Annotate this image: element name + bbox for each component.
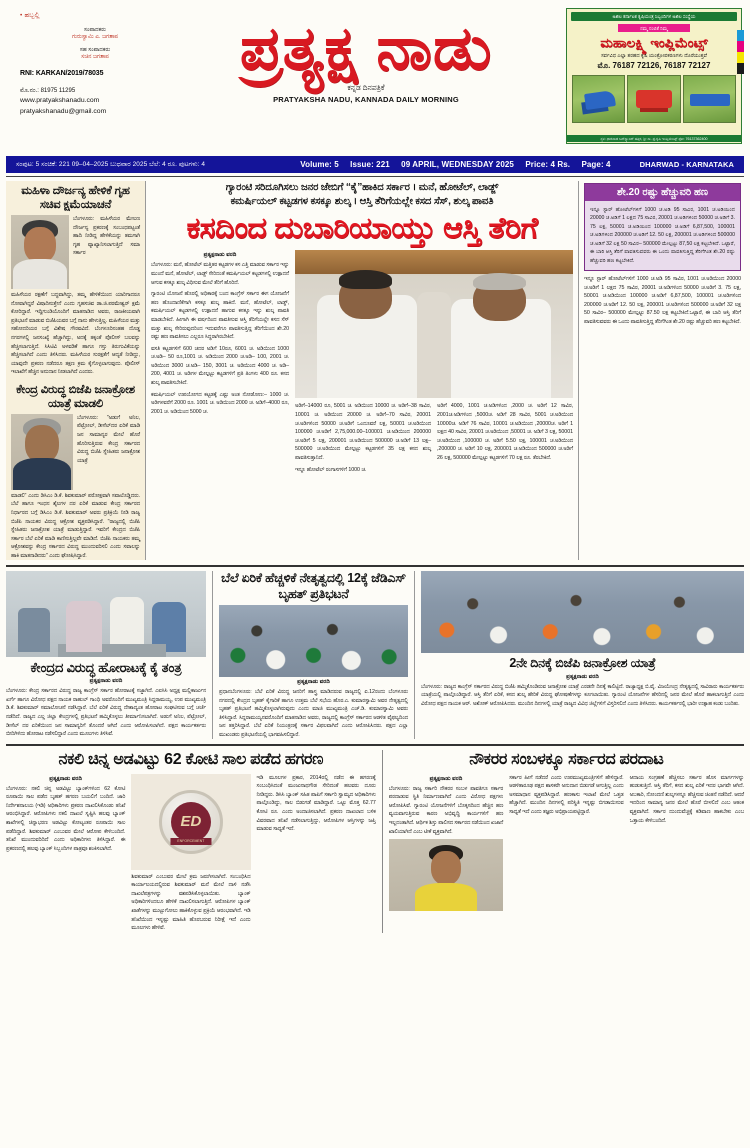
highlight-box-body: ಇನ್ನೂ ಸ್ಟಾರ್ ಹೋಟೆಲ್‌ಗಳಿಗೆ 1000 ಚ.ಅಡಿ 95 ಸಾವಿರ, 1001 ಚ.ಅಡಿಯಿಂದ 20000 ಚ.ಅಡಿಗೆ 1 ಲಕ್ಷದ 75 ಸಾವಿರ, 20001 ಚ.ಅಡಿಗಳಿಂದ 50000 ಚ.ಅಡಿಗೆ 3. 75 ಲಕ್ಷ, 50001 ಚ.ಅಡಿಯಿಂದ 100000 ಚ.ಅಡಿಗೆ 6,87,500, 100001 ಚ.ಅಡಿಗಳಿಂದ 200000 ಚ.ಅಡಿಗೆ 12. 50 ಲಕ್ಷ, 200001 ಚ.ಅಡಿಗಳಿಂದ 500000 ಚ.ಅಡಿಗೆ 32 ಲಕ್ಷ 50 ಸಾವಿರ– 500000 ಮೇಲ್ಪಟ್ಟು 87,50 ಲಕ್ಷ ಕಟ್ಟಬೇಕಿದೆ. ಒಟ್ಟಾರೆ, ಈ ಬಾರಿ ಆಸ್ತಿ ತೆರಿಗೆ ಪಾವತಿಸುವವರು ಈ ಒಂದು ಪಾವತಿಸುತ್ತಿದ್ದ ತೆರಿಗೆಗಿಂತ ಶೇ.20 ರಷ್ಟು ಹೆಚ್ಚುವರಿ ಹಣ ಕಟ್ಟಬೇಕಿದೆ. [585,201,740,270]
mid-story-2-body: ಪ್ರಧಾನಬೆಂಗಳೂರು: ಬೆಲೆ ಏರಿಕೆ ವಿರುದ್ಧ ಜನರಿಗೆ ಹಾಸ್ತ್ರ ಮಾಡಿದರುವ ರಾಜ್ಯದಲ್ಲಿ ಏ.12ರಂದು ಬೆಂಗಳೂರು ನಗರದಲ್ಲಿ ಕೇಂದ್ರದ ಬೃಹತ್ ಕೈಗಾರಿಕೆ ಹಾಗೂ ಉತ್ತಮ ಬೆಲೆ ಸಭೆಯ ಹೊರ.ಎ. ಕುಮಾರಸ್ವಾಮಿ ಅವರ ನೇತೃತ್ವದಲ್ಲಿ ಬೃಹತ್ ಪ್ರತಿಭಟನೆ ಹಮ್ಮಿಕೊಳ್ಳಲಾಗಿರುವುದು ಎಂದು ಮಾಜಿ ಮುಖ್ಯಮಂತ್ರಿ ಎಚ್.ಡಿ. ಕುಮಾರಸ್ವಾಮಿ ಅವರು ತಿಳಿಸಿದ್ದಾರೆ. ಸಿದ್ದರಾಮಯ್ಯನವರೊಂದಿಗೆ ಮಾತನಾಡಿದ ಅವರು, ರಾಜ್ಯದಲ್ಲಿ ಕಾಂಗ್ರೆಸ್ ಸರ್ಕಾರದ ಆಡಳಿತ ವೈಫಲ್ಯದಿಂದ ಜನ ತತ್ತರಿಸಿದ್ದಾರೆ. ಬೆಲೆ ಏರಿಕೆ ನಿಯಂತ್ರಣಕ್ಕೆ ಸರ್ಕಾರ ವಿಫಲವಾಗಿದೆ ಎಂದು ಆರೋಪಿಸಿದರು. ಪಕ್ಷದ ಎಲ್ಲಾ ಮುಖಂಡರು ಪ್ರತಿಭಟನೆಯಲ್ಲಿ ಭಾಗವಹಿಸಲಿದ್ದಾರೆ. [219,688,408,738]
left-story-2-body: ಮಾಡಲಿ" ಎಂದು ಡಿಸಿಎಂ ಡಿ.ಕೆ. ಶಿವಕುಮಾರ್ ಪರೋಕ್ಷವಾಗಿ ಸವಾಲೊಡ್ಡಿದರು. ಬೆಲೆ ಹಾಗೂ ಇಂಧನ ಶೈಲಗಳ ದರ ಏರಿಕೆ ಮಾಡುವ ಕೇಂದ್ರ ಸರ್ಕಾರದ ನಿರ್ಧಾರದ ಬಗ್ಗೆ ಡಿಸಿಎಂ ಡಿ.ಕೆ. ಶಿವಕುಮಾರ್ ಅವರು ಪ್ರತಿಕ್ರಿಯೆ ನೀಡಿ ರಾಜ್ಯ ಬಿಜೆಪಿ ನಾಯಕರ ವಿರುದ್ಧ ಆಕ್ರೋಶ ವ್ಯಕ್ತಪಡಿಸಿದ್ದಾರೆ. "ರಾಜ್ಯದಲ್ಲಿ ಬಿಜೆಪಿ ಸ್ನೇಹಿತರು ಜನಾಕ್ರೋಶ ಯಾತ್ರೆ ಮಾಡುತ್ತಿದ್ದಾರೆ. ಇವರಿಗೆ ಕೇಂದ್ರದ ಬಿಜೆಪಿ ಸರ್ಕಾರ ಬೆಲೆ ಏರಿಕೆ ಮಾಡಿ ಕಾಣಿಸುತ್ತಿಲ್ಲವೇ ಮಾಡಿದೆ. ಬಿಜೆಪಿ ನಾಯಕರು ತಮ್ಮ ಆಕ್ರೋಶವನ್ನು ಕೇಂದ್ರ ಸರ್ಕಾರದ ವಿರುದ್ಧ ಮುಂದುವರಿಸಲಿ ಎಂದು ಸವಾಲನ್ನು ಹಾಕಿ ಮಾತನಾಡಿದರು" ಎಂದು ಘೋಷಿಸಿದ್ದಾರೆ. [11,492,140,559]
price-label: Price: 4 Rs. [525,160,571,169]
datebar-kannada: ಸಂಪುಟ: 5 ಸಂಚಿಕೆ: 221 09–04–2025 ಬುಧವಾರ 2025 ಬೆಲೆ: 4 ರೂ. ಪುಟಗಳು: 4 [16,160,206,168]
left-story-2-lead: ಬೆಂಗಳೂರು: "ಅಡುಗೆ ಅನಿಲ, ಪೆಟ್ರೋಲ್, ಡೀಸೆಲ್‌ದರ ಏರಿಕೆ ಮಾಡಿ ಜನ ಸಾಮಾನ್ಯರ ಮೇಲೆ ಹೊರೆ ಹೊರಿಸುತ್ತಿರುವ ಕೇಂದ್ರ ಸರ್ಕಾರದ ವಿರುದ್ಧ ಬಿಜೆಪಿ ಸ್ನೇಹಿತರು ಜನಾಕ್ರೋಶ ಯಾತ್ರೆ [77,414,140,464]
highlight-box-title: ಶೇ.20 ರಷ್ಟು ಹೆಚ್ಚುವರಿ ಹಣ [585,184,740,201]
co-editor-name: ಸಚಿನ ಜಗತಾಪ [81,54,109,60]
page-content [6,181,744,560]
mid-story-1-body: ಬೆಂಗಳೂರು: ಕೇಂದ್ರ ಸರ್ಕಾರದ ವಿರುದ್ಧ ರಾಜ್ಯ ಕಾಂಗ್ರೆಸ್ ಸರ್ಕಾರ ಹೋರಾಟಕ್ಕೆ ಸಜ್ಜಾಗಿದೆ. ಎಐಸಿಸಿ ಅಧ್ಯಕ್ಷ ಮಲ್ಲಿಕಾರ್ಜುನ ಖರ್ಗೆ ಹಾಗೂ ವಿರೋಧ ಪಕ್ಷದ ನಾಯಕ ರಾಹುಲ್ ಗಾಂಧಿ ಅವರೊಂದಿಗೆ ಮುಖ್ಯಮಂತ್ರಿ ಸಿದ್ದರಾಮಯ್ಯ, ಉಪ ಮುಖ್ಯಮಂತ್ರಿ ಡಿ.ಕೆ. ಶಿವಕುಮಾರ್ ಸಮಾಲೋಚನೆ ನಡೆಸಿದ್ದಾರೆ. ಬೆಲೆ ಏರಿಕೆ ವಿರುದ್ಧ ದೇಶಾದ್ಯಂತ ಹೋರಾಟ ಸಂಘಟಿಸುವ ಬಗ್ಗೆ ಚರ್ಚೆ ನಡೆದಿದೆ. ರಾಜ್ಯದ ಎಲ್ಲ ಜಿಲ್ಲಾ ಕೇಂದ್ರಗಳಲ್ಲಿ ಪ್ರತಿಭಟನೆ ಹಮ್ಮಿಕೊಳ್ಳಲು ತೀರ್ಮಾನಿಸಲಾಗಿದೆ. ಅಡುಗೆ ಅನಿಲ, ಪೆಟ್ರೋಲ್, ಡೀಸೆಲ್ ದರ ಏರಿಕೆಯಿಂದ ಜನ ಸಾಮಾನ್ಯರಿಗೆ ತೊಂದರೆ ಆಗಿದೆ ಎಂದು ಆರೋಪಿಸಲಾಗಿದೆ. ಪಕ್ಷದ ಕಾರ್ಯಕರ್ತರು ಬೀದಿಗಿಳಿದು ಹೋರಾಟ ನಡೆಸಲಿದ್ದಾರೆ ಎಂದು ಮೂಲಗಳು ತಿಳಿಸಿವೆ. [6,688,206,738]
mid-story-2-byline: ಪ್ರತ್ಯಕ್ಷನಾಡು ವರದಿ [297,678,330,685]
left-story-2 [11,383,140,561]
main-text-col-3 [437,402,573,474]
plough-image [572,75,625,123]
main-story-photo [295,250,573,398]
masthead-center [166,4,566,152]
bottom-story-2 [382,750,744,932]
bottom-story-1-photo [131,774,250,870]
highlight-box [584,183,741,271]
volume-label: Volume: 5 [300,160,339,169]
rotavator-image [627,75,680,123]
bottom-story-2-headline: ನೌಕರರ ಸಂಬಳಕ್ಕೂ ಸರ್ಕಾರದ ಪರದಾಟ [469,751,664,769]
ad-bottom-line: ಸ್ಥಳ: ಧಾರವಾಡ ಬಸ್‌ಸ್ಟ್ಯಾಂಡ್ ಹತ್ತಿರ, ಶ್ರೀ ಸಾ. ಪ್ರ.ಕೃಷಿ ಇಂಪ್ಲಿಮೆಂಟ್ಸ್ ಫೋ: 76137362400 [567,135,741,142]
left-story-1-lead: ಬೆಂಗಳೂರು: ಮಹಿಳೆಯರ ಮೇಲಣ ದೌರ್ಜನ್ಯ ಪ್ರಕರಣಕ್ಕೆ ಸಂಬಂಧಪಟ್ಟಂತೆ ಹಾದಿ ನೀಡಿದ್ದ ಹೇಳಿಕೆಯನ್ನು ತಮಗಾಗಿ ಗೃಹ ವ್ಯಾಖ್ಯಾನಿಸಲಾಗುತ್ತಿದೆ ಸಮಾ ಸರ್ಕಾರ [73,216,140,257]
main-text-col-2 [295,402,431,474]
bottom-story-2-col2: ಸರ್ಕಾರ ಹೀಗೆ ನಡೆದರೆ ಎಂದು ಉಪಮುಖ್ಯಮಂತ್ರಿಗಳಿಗೆ ಹೇಳಿದ್ದಾರೆ. ಆಡಳಿತಾರೂಢ ಪಕ್ಷದ ಶಾಸಕರೇ ಅನುದಾನ ಬಿಡುಗಡೆ ಆಗುತ್ತಿಲ್ಲ ಎಂದು ಅಸಮಾಧಾನ ವ್ಯಕ್ತಪಡಿಸಿದ್ದಾರೆ. ಹಣಕಾಸು ಇಲಾಖೆ ಮೇಲೆ ಒತ್ತಡ ಹೆಚ್ಚಾಗಿದೆ. ಮುಂದಿನ ದಿನಗಳಲ್ಲಿ ಪರಿಸ್ಥಿತಿ ಇನ್ನಷ್ಟು ಬಿಗಡಾಯಿಸುವ ಸಾಧ್ಯತೆ ಇದೆ ಎಂದು ತಜ್ಞರು ಅಭಿಪ್ರಾಯಪಟ್ಟಿದ್ದಾರೆ. [509,774,624,815]
bottom-story-1-col3: ಇಡಿ ಮೂಲಗಳ ಪ್ರಕಾರ, 2014ರಲ್ಲಿ ನಡೆದ ಈ ಹಗರಣಕ್ಕೆ ಸಂಬಂಧಿಸಿದಂತೆ ಮಂಜುನಾಥಗೌಡ ಸೇರಿದಂತೆ ಹಲವರು ದೂರು ನೀಡಿದ್ದರು. ಡಿಸಿಸಿ ಬ್ಯಾಂಕ್ ಸಹಿತ ಪಾಪಿಗೆ ಸರ್ಕಾರಿ ಸ್ವಾಮ್ಯದ ಅಧಿಕಾರಿಗಳು ಪಾಲ್ಗೊಂಡಿದ್ದು, ಸಾಲ ಬಿಡುಗಡೆ ಮಾಡಿದ್ದಾರೆ. ಒಟ್ಟು ಮೊತ್ತ 62.77 ಕೋಟಿ ರೂ. ಎಂದು ಅಂದಾಜಿಸಲಾಗಿದೆ. ಪ್ರಕರಣ ದಾಖಲಾದ ಬಳಿಕ ವಿವರವಾದ ತನಿಖೆ ನಡೆಸಲಾಗುತ್ತಿದ್ದು, ಆರೋಪಿಗಳ ಆಸ್ತಿಗಳನ್ನು ಜಪ್ತಿ ಮಾಡುವ ಸಾಧ್ಯತೆ ಇದೆ. [256,774,376,833]
masthead-credits [20,27,162,61]
mid-story-2 [212,571,408,739]
main-byline: ಪ್ರತ್ಯಕ್ಷನಾಡು ವರದಿ [203,252,237,259]
issue-label: Issue: 221 [350,160,390,169]
date-label: 09 APRIL, WEDNESDAY 2025 [401,160,514,169]
contact-email[interactable]: pratyakshanadu@gmail.com [20,107,107,115]
editor-label: ಸಂಪಾದಕರು [84,27,106,33]
bottom-stories-row [6,750,744,932]
main-headline: ಕಸದಿಂದ ದುಬಾರಿಯಾಯ್ತು ಆಸ್ತಿ ತೆರಿಗೆ [186,211,538,245]
masthead [6,4,744,152]
mid-story-3-headline: 2ನೇ ದಿನಕ್ಕೆ ಬಿಜೆಪಿ ಜನಾಕ್ರೋಶ ಯಾತ್ರೆ [509,656,656,671]
newspaper-title: ಪ್ರತ್ಯಕ್ಷ ನಾಡು [239,14,493,82]
main-p2: ಗ್ಯಾರಂಟಿ ಯೋಜನೆ ಹೊರಲ್ಲಿ ಅಧಿಕಾರಕ್ಕೆ ಬಂದ ಕಾಂಗ್ರೆಸ್ ಸರ್ಕಾರ ಈಗ ಯೋಜನೆಗೆ ಹಣ ಹೊಂದಾಣಿಕೆಗಾಗಿ ಕಸಕ್ಕೂ ಶುಲ್ಕ ಹಾಕಿದೆ. ಮನೆ, ಹೋಟೆಲ್, ಲಾಡ್ಜ್, ಕಮರ್ಷಿಯಲ್ ಕಟ್ಟಡಗಳಲ್ಲಿ ಉತ್ಪಾದನೆ ಹಾಗುವ ಕಸಕ್ಕೂ ಇನ್ನು ಶುಲ್ಕ ಪಾವತಿ ಮಾಡಬೇಕಿದೆ. ಹೀಗಾಗಿ ಈ ವರ್ಷದಿಂದ ಪಾವತಿಸುವ ಆಸ್ತಿ ತೆರಿಗೆಯಲ್ಲೇ ಕಸದ ಸೆಸ್ ಮತ್ತು ಶುಲ್ಕ ಸೇರಿರುವುದರಿಂದ ಇದುವರೆಗೂ ಪಾವತಿಸುತ್ತಿದ್ದ ತೆರಿಗೆಯಿಂದ ಶೇ.20 ರಷ್ಟು ಹಣ ಪಾವತಿಸಲು ಎಲ್ಲರೂ ಸಿದ್ಧರಾಗಿರಬೇಕಿದೆ. [151,291,289,341]
main-p4: ಕಮರ್ಷಿಯಲ್ ಉಪಯೋಗದ ಕಟ್ಟಡಕ್ಕೆ ಎಷ್ಟು ಅಂತ ನೋಡೋಣ:– 1000 ಚ. ಅಡಿಗಳವರೆಗೆ 2000 ರೂ. 1001 ಚ. ಅಡಿಯಿಂದ 2000 ಚ. ಅಡಿಗೆ–4000 ರೂ, 2001 ಚ. ಅಡಿಯಿಂದ 5000 ಚ. [151,391,289,415]
trailer-image [683,75,736,123]
left-story-1-body: ಮಹಿಳೆಯರ ರಕ್ಷಣೆಗೆ ಬದ್ಧವಾಗಿದ್ದು, ತಮ್ಮ ಹೇಳಿಕೆಯಿಂದ ಯಾರಿಗಾದರೂ ನೋವಾಗಿದ್ದರೆ ವಿಷಾದಿಸುತ್ತೇನೆ ಎಂದು ಗೃಹಸಚಿವ ಡಾ.ಜಿ.ಪರಮೇಶ್ವರ್ ಕ್ಷಮೆ ಕೋರಿದ್ದಾರೆ. ಇದ್ದಿಗುಂಡಿಯೊಂದಿಗೆ ಮಾತನಾಡಿದ ಅವರು, ರಾಜಕೀಯವಾಗಿ ಪ್ರತಿಭಟನೆ ಮಾಡುವ ಬಿಜೆಪಿಯವರ ಬಗ್ಗೆ ನಾನು ಹೇಳುತ್ತಿಲ್ಲ. ಮಹಿಳೆಯರ ಮತ್ತು ಸಹೋದರಿಯರ ಬಗ್ಗೆ ವಿಶೇಷ ಗೌರವವಿದೆ. ಬೆಂಗಳೂರಿನಂತಹ ದೊಡ್ಡ ನಗರಗಳಲ್ಲಿ ಜನಸಂಖ್ಯೆ ಹೆಚ್ಚಾಗಿದ್ದು, ಅದಕ್ಕೆ ತಕ್ಕಂತೆ ಪೊಲೀಸ್ ಬಲವನ್ನು ಹೆಚ್ಚಿಸಲಾಗುತ್ತಿದೆ. ಸಿಸಿಟಿವಿ ಅಳವಡಿಕೆ ಹಾಗೂ ಗಸ್ತು ತಿರುಗುವಿಕೆಯನ್ನು ಹೆಚ್ಚಿಸಲಾಗಿದೆ ಎಂದು ತಿಳಿಸಿದರು. ಮಹಿಳೆಯರ ಸುರಕ್ಷತೆಗೆ ಆದ್ಯತೆ ನೀಡಿದ್ದು, ಯಾವುದೇ ಪ್ರಕರಣ ನಡೆದರೂ ತಕ್ಷಣ ಕ್ರಮ ಕೈಗೊಳ್ಳಲಾಗುವುದು. ಪೊಲೀಸ್ ಇಲಾಖೆಗೆ ಹೆಚ್ಚಿನ ಅನುದಾನ ನೀಡಲಾಗಿದೆ ಎಂದರು. [11,292,140,376]
masthead-left-info [6,4,166,152]
bottom-story-1-byline: ಪ್ರತ್ಯಕ್ಷನಾಡು ವರದಿ [49,775,82,782]
main-kicker-line-1: ಗ್ಯಾರಂಟಿ ಸರಿದೂಗಿಸಲು ಜನರ ಜೇಬಿಗೆ “ಕೈ”ಹಾಕಿದ ಸರ್ಕಾರ । ಮನೆ, ಹೋಟೆಲ್, ಲಾಡ್ಜ್ [225,182,499,193]
color-registration-bars [737,30,744,74]
main-c2-p1: ಅಡಿಗೆ–14000 ರೂ, 5001 ಚ. ಅಡಿಯಿಂದ 10000 ಚ. ಅಡಿಗೆ–38 ಸಾವಿರ, 10001 ಚ. ಅಡಿಯಿಂದ 20000 ಚ. ಅಡಿಗೆ–70 ಸಾವಿರ, 20001 ಚ.ಅಡಿಗಳಿಂದ 50000 ಚ.ಅಡಿಗೆ ಒಂದೂವರೆ ಲಕ್ಷ, 50001 ಚ.ಅಡಿಯಿಂದ 100000 ಚ.ಅಡಿಗೆ 2,75,000.00–100001 ಚ.ಅಡಿಯಿಂದ 200000 ಚ.ಅಡಿಗೆ 5 ಲಕ್ಷ, 200001 ಚ.ಅಡಿಯಿಂದ 500000 ಚ.ಅಡಿಗೆ 13 ಲಕ್ಷ–500000 ಚ.ಅಡಿಯಿಂದ ಮೇಲ್ಪಟ್ಟು ಕಟ್ಟಡಗಳಿಗೆ 35 ಲಕ್ಷ ಕಸದ ಶುಲ್ಕ ಪಾವತಿಸುತ್ತಾನಿದೆ. [295,403,431,461]
bottom-story-1 [6,750,376,932]
main-text-col-1 [151,250,289,474]
mid-story-1-photo [6,571,206,657]
right-column [578,181,744,560]
issue-date-bar [6,156,744,173]
contact-phone: ಮೊ.ನಂ.: 81975 11295 [20,88,76,94]
main-story [151,181,573,474]
left-story-2-photo [11,414,73,490]
co-editor-label: ಸಹ ಸಂಪಾದಕರು [79,47,111,53]
ad-brand-name: ಮಹಾಲಕ್ಷ್ಮಿ ಇಂಪ್ಲಿಮೆಂಟ್ಸ್ [600,35,708,50]
left-story-1-headline: ಮಹಿಳಾ ದೌರ್ಜನ್ಯ ಹೇಳಿಕೆ ಗೃಹ ಸಚಿವ ಕ್ಷಮೆಯಾಚನೆ [21,185,130,212]
header-divider [6,176,744,177]
left-column [6,181,146,560]
mid-story-2-photo [219,605,408,677]
bottom-story-2-col1: ಬೆಂಗಳೂರು: ರಾಜ್ಯ ಸರ್ಕಾರಿ ನೌಕರರ ಸಂಬಳ ಪಾವತಿಗೂ ಸರ್ಕಾರ ಪರದಾಡುವ ಸ್ಥಿತಿ ನಿರ್ಮಾಣವಾಗಿದೆ ಎಂದು ವಿರೋಧ ಪಕ್ಷಗಳು ಆರೋಪಿಸಿವೆ. ಗ್ಯಾರಂಟಿ ಯೋಜನೆಗಳಿಗೆ ಬೊಕ್ಕಸದಿಂದ ಹೆಚ್ಚಿನ ಹಣ ವ್ಯಯವಾಗುತ್ತಿರುವ ಕಾರಣ ಅಭಿವೃದ್ಧಿ ಕಾರ್ಯಗಳಿಗೆ ಹಣ ಇಲ್ಲದಂತಾಗಿದೆ. ಆರ್ಥಿಕ ಶಿಸ್ತು ಪಾಲಿಸದ ಸರ್ಕಾರದ ನಡೆಯಿಂದ ಖಜಾನೆ ಖಾಲಿಯಾಗಿದೆ ಎಂಬ ಟೀಕೆ ವ್ಯಕ್ತವಾಗಿದೆ. [388,785,504,835]
mid-story-3 [414,571,744,739]
masthead-bullet: • ಹಬ್ಬಲ್ಲಿ [20,12,40,19]
contact-website[interactable]: www.pratyakshanadu.com [20,97,100,105]
main-column [146,181,578,560]
bottom-story-1-headline: ನಕಲಿ ಚಿನ್ನ ಅಡವಿಟ್ಟು 62 ಕೋಟಿ ಸಾಲ ಪಡೆದ ಹಗರಣ [58,751,324,769]
mid-story-1 [6,571,206,739]
mid-story-1-headline: ಕೇಂದ್ರದ ವಿರುದ್ಧ ಹೋರಾಟಕ್ಕೆ ಕೈ ತಂತ್ರ [30,660,182,676]
bottom-story-2-photo [389,839,503,911]
ad-top-line: ಅಖಿಲ ಕರ್ನಾಟಕ ಕೃಷಿಯಂತ್ರ ಸಿಬ್ಬಂದಿಗಳ ಅಖಿಲ ಸಂಸ್ಥೆಯ [571,12,737,21]
masthead-contact [20,87,162,117]
section-divider-2 [6,744,744,746]
left-story-1-photo [11,215,69,289]
bottom-story-2-col3: ಆದಾಯ ಸಂಗ್ರಹಣೆ ಹೆಚ್ಚಿಸಲು ಸರ್ಕಾರ ಹೊಸ ಮಾರ್ಗಗಳನ್ನು ಹುಡುಕುತ್ತಿದೆ. ಆಸ್ತಿ ತೆರಿಗೆ, ಕಸದ ಶುಲ್ಕ ಏರಿಕೆ ಇದರ ಭಾಗವೇ ಆಗಿದೆ. ಅಬಕಾರಿ, ನೋಂದಣಿ ಶುಲ್ಕಗಳನ್ನೂ ಹೆಚ್ಚಿಸುವ ಚಿಂತನೆ ನಡೆದಿದೆ. ಆದರೆ ಇದರಿಂದ ಸಾಮಾನ್ಯ ಜನರ ಮೇಲೆ ಹೊರೆ ಬೀಳಲಿದೆ ಎಂಬ ಆತಂಕ ವ್ಯಕ್ತವಾಗಿದೆ. ಸರ್ಕಾರ ದುಂದುವೆಚ್ಚಕ್ಕೆ ಕಡಿವಾಣ ಹಾಕಬೇಕು ಎಂಬ ಒತ್ತಾಯ ಕೇಳಿಬಂದಿದೆ. [629,774,745,824]
ad-product-images [572,75,736,123]
right-column-continuation: ಇನ್ನೂ ಸ್ಟಾರ್ ಹೋಟೆಲ್‌ಗಳಿಗೆ 1000 ಚ.ಅಡಿ 95 ಸಾವಿರ, 1001 ಚ.ಅಡಿಯಿಂದ 20000 ಚ.ಅಡಿಗೆ 1 ಲಕ್ಷದ 75 ಸಾವಿರ, 20001 ಚ.ಅಡಿಗಳಿಂದ 50000 ಚ.ಅಡಿಗೆ 3. 75 ಲಕ್ಷ, 50001 ಚ.ಅಡಿಯಿಂದ 100000 ಚ.ಅಡಿಗೆ 6,87,500, 100001 ಚ.ಅಡಿಗಳಿಂದ 200000 ಚ.ಅಡಿಗೆ 12. 50 ಲಕ್ಷ, 200001 ಚ.ಅಡಿಗಳಿಂದ 500000 ಚ.ಅಡಿಗೆ 32 ಲಕ್ಷ 50 ಸಾವಿರ– 500000 ಮೇಲ್ಪಟ್ಟು 87.50 ಲಕ್ಷ ಕಟ್ಟಬೇಕಿದೆ.ಒಟ್ಟಾರೆ, ಈ ಬಾರಿ ಆಸ್ತಿ ತೆರಿಗೆ ಪಾವತಿಸುವವರು ಈ ಒಂದು ಪಾವತಿಸುತ್ತಿದ್ದ ತೆರಿಗೆಗಿಂತ ಶೇ.20 ರಷ್ಟು ಹೆಚ್ಚುವರಿ ಹಣ ಕಟ್ಟಬೇಕಿದೆ. [584,275,741,325]
datebar-english [300,160,619,169]
main-kicker-line-2: ಕಮರ್ಷಿಯಲ್ ಕಟ್ಟಡಗಳ ಕಸಕ್ಕೂ ಶುಲ್ಕ । ಆಸ್ತಿ ತೆರಿಗೆಯಲ್ಲೇ ಕಸದ ಸೆಸ್, ಶುಲ್ಕ ಪಾವತಿ [230,196,494,208]
bottom-story-2-byline: ಪ್ರತ್ಯಕ್ಷನಾಡು ವರದಿ [429,775,463,782]
mid-story-3-photo [421,571,744,653]
ad-ribbon: ನಮ್ಮ ನಂಬಿಕೆ ನಿಮ್ಮ [618,24,690,32]
left-story-2-headline: ಕೇಂದ್ರ ವಿರುದ್ಧ ಬಿಜೆಪಿ ಜನಾಕ್ರೋಶ ಯಾತ್ರೆ ಮಾಡಲಿ [16,383,135,410]
rni-number: RNI: KARKAN/2019/78035 [20,70,104,77]
main-c3-p1: ಅಡಿಗೆ 4000, 1001 ಚ.ಅಡಿಗಳಿಂದ ,2000 ಚ. ಅಡಿಗೆ 12 ಸಾವಿರ, 2001ಚ.ಅಡಿಗಳಿಂದ ,5000ಚ. ಅಡಿಗೆ 28 ಸಾವಿರ, 5001 ಚ.ಅಡಿಯಿಂದ 10000ಚ. ಅಡಿಗೆ 76 ಸಾವಿರ, 10001 ಚ.ಅಡಿಯಿಂದ ,20000ಚ. ಅಡಿಗೆ 1 ಲಕ್ಷದ 40 ಸಾವಿರ, 20001 ಚ.ಅಡಿಯಿಂದ ,50001 ಚ. ಅಡಿಗೆ 3 ಲಕ್ಷ, 50001 ಚ.ಅಡಿಯಿಂದ ,100000 ಚ. ಅಡಿಗೆ 5.50 ಲಕ್ಷ, 100001 ಚ.ಅಡಿಯಿಂದ ,200000 ಚ. ಅಡಿಗೆ 10 ಲಕ್ಷ, 200001 ಚ.ಅಡಿಯಿಂದ 500000 ಚ.ಅಡಿಗೆ 26 ಲಕ್ಷ, 500000 ಮೇಲ್ಪಟ್ಟು ಕಟ್ಟಡಗಳಿಗೆ 70 ಲಕ್ಷ ರೂ. ತೆರಬೇಕಿದೆ. [437,403,573,461]
main-p3: ವಸತಿ ಕಟ್ಟಡಗಳಿಗೆ 600 ಚದರ ಅಡಿಗೆ 10ರೂ, 6001 ಚ. ಅಡಿಯಿಂದ 1000 ಚ.ಅಡಿ– 50 ರೂ,1001 ಚ. ಅಡಿಯಿಂದ 2000 ಚ.ಅಡಿ– 100, 2001 ಚ. ಅಡಿಯಿಂದ 3000 ಚ.ಅಡಿ– 150, 3001 ಚ. ಅಡಿಯಿಂದ 4000 ಚ. ಅಡಿ– 200, 4001 ಚ. ಅಡಿಗಳ ಮೇಲ್ಪಟ್ಟು ಕಟ್ಟಡಗಳಿಗೆ ಪ್ರತಿ ತಿಂಗಳು 400 ರೂ. ಕಸದ ಶುಲ್ಕ ಪಾವತಿಸಬೇಕಿದೆ. [151,345,289,386]
ad-description: ಸರ್ವವಿಧ ಎಲ್ಲಾ ತರಹದ ಕೃಷಿ ಯಂತ್ರೋಪಕರಣಗಳು ದೊರೆಯುತ್ತವೆ [601,53,707,59]
mid-story-3-byline: ಪ್ರತ್ಯಕ್ಷನಾಡು ವರದಿ [566,673,599,680]
editor-name: ಗುರುಸ್ವಾಮಿ ಎ. ಜಗತಾಪ [71,34,118,40]
middle-stories-row [6,571,744,739]
pages-label: Page: 4 [581,160,611,169]
section-divider-1 [6,565,744,567]
main-p1: ಬೆಂಗಳೂರು: ಮನೆ, ಹೋಟೆಲ್ ಮತ್ತಿತರ ಕಟ್ಟಡಗಳ ಕಸ ಎತ್ತಿ ಮಾಡುವ ಸರ್ಕಾರ ಇನ್ನು ಮುಂದೆ ಮನೆ, ಹೋಟೆಲ್, ಲಾಡ್ಜ್ ಸೇರಿದಂತೆ ಕಮರ್ಷಿಯಲ್ ಕಟ್ಟಡಗಳಲ್ಲಿ ಉತ್ಪಾದನೆ ಆಗುವ ಕಸಕ್ಕೂ ಶುಲ್ಕ ವಿಧಿಸುವ ಮೇಲೆ ತೆರಿಗೆ ಹೊರಿದೆ. [151,262,289,286]
left-story-1 [11,184,140,377]
bottom-story-1-col1: ಬೆಂಗಳೂರು: ನಕಲಿ ಚಿನ್ನ ಅಡವಿಟ್ಟು ಬ್ಯಾಂಕ್‌ಗಳಿಂದ 62 ಕೋಟಿ ರೂಪಾಯಿ ಸಾಲ ಪಡೆದ ಬೃಹತ್ ಹಗರಣ ಬಯಲಿಗೆ ಬಂದಿದೆ. ಜಾರಿ ನಿರ್ದೇಶನಾಲಯ (ಇಡಿ) ಅಧಿಕಾರಿಗಳು ಪ್ರಕರಣ ದಾಖಲಿಸಿಕೊಂಡು ತನಿಖೆ ಆರಂಭಿಸಿದ್ದಾರೆ. ಆರೋಪಿಗಳು ನಕಲಿ ದಾಖಲೆ ಸೃಷ್ಟಿಸಿ ಹಲವು ಬ್ಯಾಂಕ್ ಶಾಖೆಗಳಲ್ಲಿ ಚಿನ್ನಾಭರಣ ಅಡವಿಟ್ಟು ಕೋಟ್ಯಂತರ ರೂಪಾಯಿ ಸಾಲ ಪಡೆದಿದ್ದಾರೆ. ಶಿವಕುಮಾರ್ ಎಂಬುವರ ಮೇಲೆ ಆರೋಪ ಕೇಳಿಬಂದಿದೆ. ತನಿಖೆ ಮುಂದುವರಿದಿದೆ ಎಂದು ಅಧಿಕಾರಿಗಳು ತಿಳಿಸಿದ್ದಾರೆ. ಈ ಪ್ರಕರಣದಲ್ಲಿ ಹಲವು ಬ್ಯಾಂಕ್ ಸಿಬ್ಬಂದಿಗಳ ಪಾತ್ರವೂ ಶಂಕಿಸಲಾಗಿದೆ. [6,785,126,852]
place-label: DHARWAD - KARNATAKA [639,160,734,169]
top-advertisement[interactable] [566,8,742,144]
ad-phone-numbers: ಮೊ. 76187 72126, 76187 72127 [597,61,711,70]
mid-story-2-headline: ಬೆಲೆ ಏರಿಕೆ ಹೆಚ್ಚಳಿಕೆ ನೇತೃತ್ವದಲ್ಲಿ 12ಕ್ಕೆ ಜೆಡಿಎಸ್ ಬೃಹತ್ ಪ್ರತಿಭಟನೆ [221,571,406,601]
masthead-subtitle-english: PRATYAKSHA NADU, KANNADA DAILY MORNING [273,95,459,105]
masthead-subtitle-kannada: ಕನ್ನಡ ದಿನಪತ್ರಿಕೆ [347,83,385,93]
main-c2-p2: ಇನ್ನೂ ಹೋಟೆಲ್ ರಂಗಾಸಗಳಿಗೆ 1000 ಚ. [295,466,367,473]
mid-story-1-byline: ಪ್ರತ್ಯಕ್ಷನಾಡು ವರದಿ [89,678,123,685]
bottom-story-1-col2: ಶಿವಕುಮಾರ್ ಎಂಬುವರ ಮೇಲೆ ಕ್ರಮ ಜರುಗಿಸಲಾಗಿದೆ. ಸಂಬಂಧಿಸಿದ ಕಾರ್ಯಾಲಯದಲ್ಲಿರುವ ಶಿವಕುಮಾರ್ ಮನೆ ಮೇಲೆ ದಾಳಿ ನಡೆಸಿ ದಾಖಲೆಪತ್ರಗಳನ್ನು ವಶಪಡಿಸಿಕೊಳ್ಳಲಾಯಿತು. ಬ್ಯಾಂಕ್ ಅಧಿಕಾರಿಗಳಿಂದಲೂ ಹೇಳಿಕೆ ದಾಖಲಿಸಲಾಗುತ್ತಿದೆ. ಆರೋಪಿಗಳ ಬ್ಯಾಂಕ್ ಖಾತೆಗಳನ್ನು ಮುಟ್ಟುಗೋಲು ಹಾಕಿಕೊಳ್ಳುವ ಪ್ರಕ್ರಿಯೆ ಆರಂಭವಾಗಿದೆ. ಇಡಿ ತನಿಖೆಯಿಂದ ಇನ್ನಷ್ಟು ಮಾಹಿತಿ ಹೊರಬರುವ ನಿರೀಕ್ಷೆ ಇದೆ ಎಂದು ಮೂಲಗಳು ಹೇಳಿವೆ. [131,873,251,932]
ed-emblem-icon: ED ENFORCEMENT [159,790,223,854]
mid-story-3-body: ಬೆಂಗಳೂರು: ರಾಜ್ಯದ ಕಾಂಗ್ರೆಸ್ ಸರ್ಕಾರದ ವಿರುದ್ಧ ಬಿಜೆಪಿ ಹಮ್ಮಿಕೊಂಡಿರುವ ಜನಾಕ್ರೋಶ ಯಾತ್ರೆ ಎರಡನೇ ದಿನಕ್ಕೆ ಕಾಲಿಟ್ಟಿದೆ. ರಾಜ್ಯಾಧ್ಯಕ್ಷ ಬಿ.ವೈ. ವಿಜಯೇಂದ್ರ ನೇತೃತ್ವದಲ್ಲಿ ಸಾವಿರಾರು ಕಾರ್ಯಕರ್ತರು ಯಾತ್ರೆಯಲ್ಲಿ ಪಾಲ್ಗೊಂಡಿದ್ದಾರೆ. ಆಸ್ತಿ ತೆರಿಗೆ ಏರಿಕೆ, ಕಸದ ಶುಲ್ಕ ಹೇರಿಕೆ ವಿರುದ್ಧ ಘೋಷಣೆಗಳನ್ನು ಕೂಗಲಾಯಿತು. ಗ್ಯಾರಂಟಿ ಯೋಜನೆಗಳ ಹೆಸರಿನಲ್ಲಿ ಜನರ ಮೇಲೆ ಹೊರೆ ಹಾಕಲಾಗುತ್ತಿದೆ ಎಂದು ವಿರೋಧ ಪಕ್ಷದ ನಾಯಕ ಆರ್. ಅಶೋಕ್ ಆರೋಪಿಸಿದರು. ಮುಂದಿನ ದಿನಗಳಲ್ಲಿ ಯಾತ್ರೆ ರಾಜ್ಯದ ವಿವಿಧ ಜಿಲ್ಲೆಗಳಿಗೆ ವಿಸ್ತರಿಸಲಿದೆ ಎಂದು ತಿಳಿಸಿದರು. ಕಾರ್ಯಕರ್ತರಲ್ಲಿ ಭಾರೀ ಉತ್ಸಾಹ ಕಂಡು ಬಂದಿತು. [421,683,744,707]
